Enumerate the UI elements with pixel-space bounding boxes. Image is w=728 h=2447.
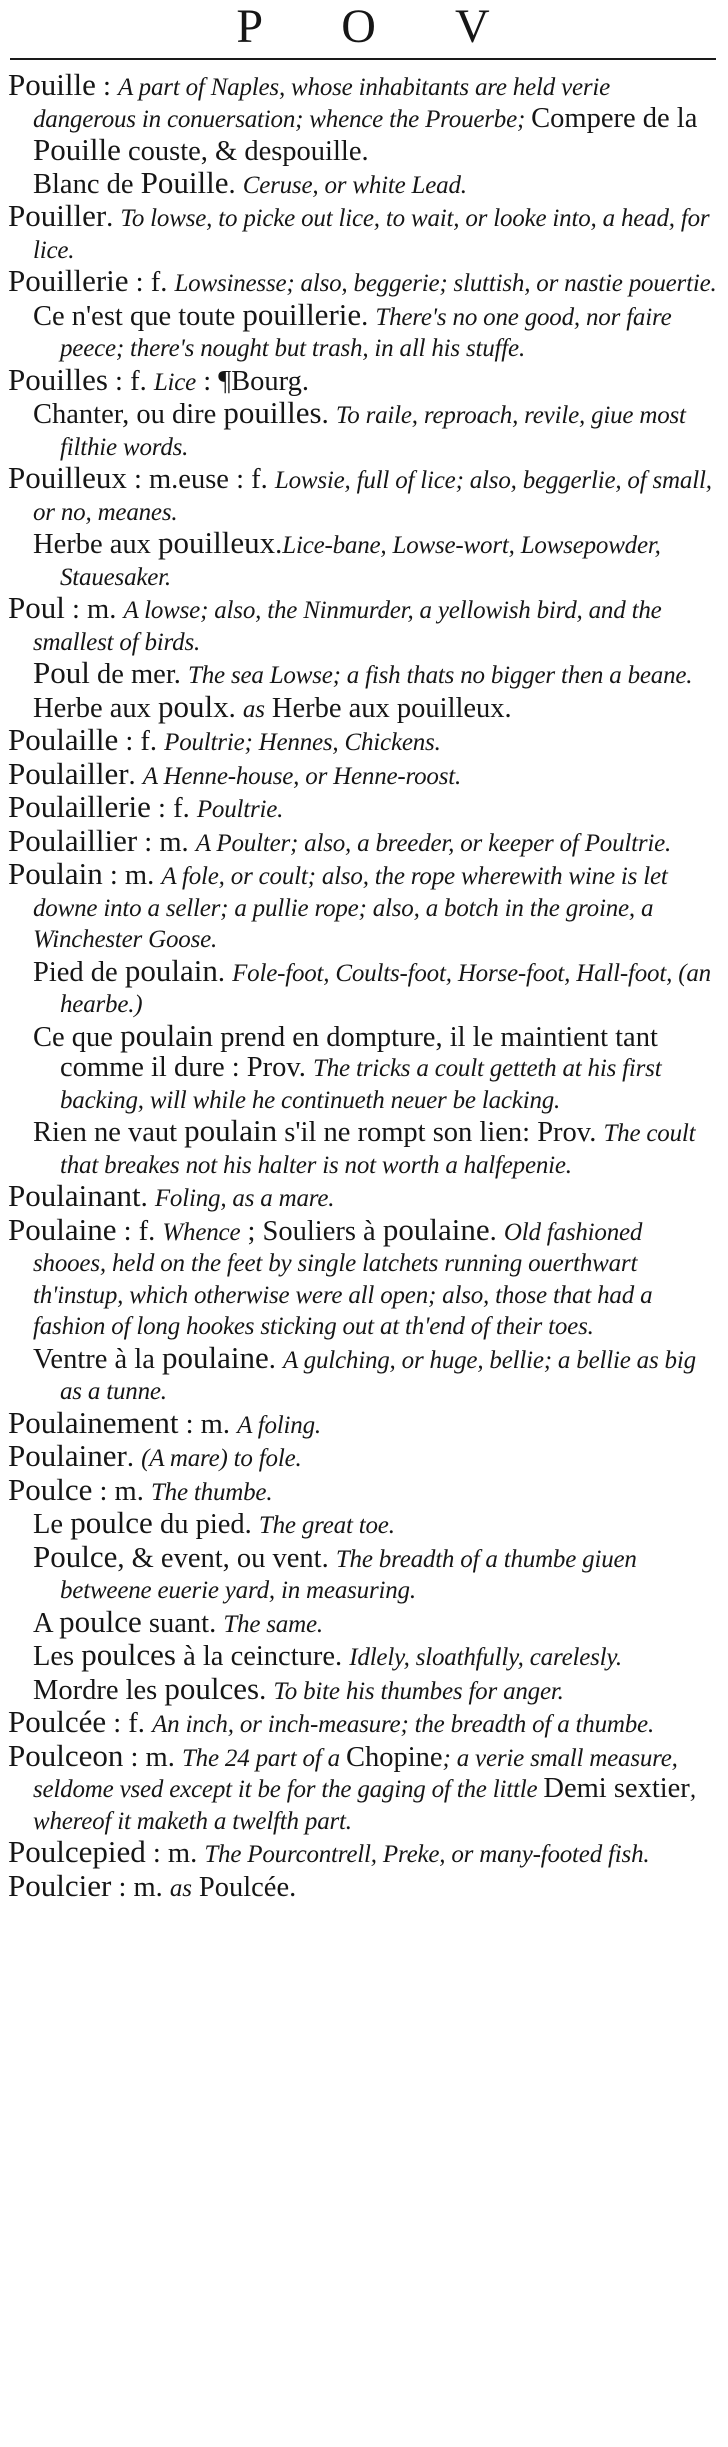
entry-text: Le	[33, 1509, 71, 1540]
entry-text: : ¶Bourg.	[196, 365, 310, 397]
header-rule	[10, 58, 716, 60]
entry-text: .	[228, 168, 243, 200]
dictionary-entry	[8, 822, 718, 860]
headword: Poulailler	[8, 755, 129, 791]
definition-text: (A mare) to fole.	[141, 1445, 302, 1472]
definition-text: The sea Lowse; a fish thats no bigger then a beane.	[188, 662, 693, 689]
entry-text: Compere de la	[531, 102, 698, 134]
entry-text: Ce que	[33, 1021, 121, 1053]
entry-text: .	[140, 1182, 155, 1213]
entry-text: : m.	[145, 1838, 205, 1869]
entry-text: A	[33, 1607, 60, 1639]
headword: poulain	[120, 1017, 214, 1053]
headword: poulce	[70, 1505, 153, 1540]
headword: poulaine	[161, 1339, 269, 1375]
dictionary-subentry	[8, 525, 718, 593]
headword: Pouille	[140, 164, 229, 200]
entry-text: .	[268, 1343, 283, 1375]
dictionary-entry	[8, 67, 718, 168]
entry-text: de mer.	[89, 659, 188, 690]
headword: poulaine	[382, 1211, 490, 1247]
headword: Pouille	[8, 67, 96, 102]
headword: Pouilleux	[8, 460, 127, 495]
entry-text: ; Souliers à	[240, 1215, 383, 1247]
definition-text: The same.	[223, 1610, 323, 1638]
headword: Pouiller	[8, 198, 107, 233]
definition-text: The coult that breakes not his halter is not worth a halfepenie.	[60, 1120, 696, 1179]
definition-text: The great toe.	[258, 1512, 395, 1539]
entry-text: : f.	[128, 267, 175, 298]
headword: Poulceon	[8, 1737, 124, 1773]
headword: Pouilles	[8, 361, 108, 397]
headword: Poulainant	[8, 1178, 141, 1213]
entry-text: .	[217, 956, 233, 988]
entry-text: : f.	[150, 793, 197, 824]
headword: Poulain	[8, 856, 103, 891]
entry-text: Blanc de	[33, 168, 141, 200]
entry-list	[8, 67, 718, 1904]
definition-text: ; a verie small measure, seldome vsed except it be for the gaging of the little	[33, 1744, 678, 1803]
dictionary-subentry	[8, 1113, 718, 1181]
entry-text: : m.	[123, 1741, 182, 1773]
headword: Pouille	[33, 132, 121, 167]
headword: Poulce	[33, 1538, 118, 1574]
definition-text: A foling.	[237, 1411, 321, 1439]
dictionary-entry	[8, 460, 718, 528]
entry-text: .	[228, 692, 243, 724]
entry-text: Rien ne vaut	[33, 1117, 185, 1148]
dictionary-entry	[8, 198, 718, 266]
entry-text: : f.	[118, 726, 165, 757]
headword: pouillerie	[242, 296, 362, 332]
entry-text: : m.	[111, 1871, 170, 1903]
headword: Poulce	[8, 1471, 93, 1507]
entry-text: .	[106, 202, 121, 233]
headword: Poulcier	[8, 1867, 112, 1903]
entry-text: .	[126, 1442, 142, 1473]
definition-text: Whence	[162, 1218, 241, 1246]
definition-text: The thumbe.	[150, 1478, 273, 1506]
dictionary-entry	[8, 361, 718, 399]
entry-text: : m.	[64, 594, 124, 625]
dictionary-entry	[8, 1867, 718, 1905]
running-head: P O V	[236, 0, 524, 53]
entry-text: .	[275, 529, 283, 560]
definition-text: Old fashioned shooes, held on the feet by single latchets running ouerthwart th'instup, which otherwise were all open; also, those that had a fashion of long hookes sticking out at th'end of their toes.	[33, 1218, 653, 1340]
headword: poulain	[124, 952, 218, 988]
definition-text: Lowsinesse; also, beggerie; sluttish, or nastie pouertie.	[174, 270, 717, 297]
definition-text: A Henne-house, or Henne-roost.	[142, 762, 462, 790]
entry-text: prend en dompture, il le maintient tant comme il dure : Prov.	[60, 1021, 658, 1083]
dictionary-subentry	[8, 1505, 718, 1542]
entry-text: , & event, ou vent.	[117, 1542, 336, 1574]
headword: Poul	[8, 590, 65, 625]
headword: Poulaille	[8, 722, 119, 757]
definition-text: A fole, or coult; also, the rope wherewith wine is let downe into a seller; a pullie rope; also, a botch in the groine, a Winchester Goose.	[33, 863, 668, 953]
definition-text: The 24 part of a	[181, 1744, 346, 1772]
headword: pouilles	[223, 395, 322, 430]
entry-text: Pied de	[33, 956, 125, 988]
entry-text: : m.	[92, 1475, 151, 1507]
dictionary-subentry	[8, 952, 718, 1021]
entry-text: Ce n'est que toute	[33, 300, 243, 332]
dictionary-entry	[8, 722, 718, 759]
dictionary-subentry	[8, 1637, 718, 1674]
entry-text: suant.	[141, 1607, 224, 1639]
entry-text: Chanter, ou dire	[33, 399, 224, 430]
dictionary-entry	[8, 1834, 718, 1871]
definition-text: as	[169, 1874, 192, 1902]
definition-text: The breadth of a thumbe giuen betweene euerie yard, in measuring.	[60, 1545, 637, 1604]
entry-text: : m.	[102, 860, 162, 891]
entry-text: : f.	[116, 1215, 163, 1247]
entry-text: : f.	[107, 365, 154, 397]
headword: Poulaine	[8, 1211, 117, 1247]
entry-text: Herbe aux	[33, 692, 159, 724]
entry-text: : m.	[137, 826, 196, 858]
dictionary-subentry	[8, 164, 718, 202]
dictionary-subentry	[8, 1538, 718, 1607]
dictionary-entry	[8, 789, 718, 826]
dictionary-subentry	[8, 1603, 718, 1641]
entry-text: :	[95, 71, 119, 102]
definition-text: To lowse, to picke out lice, to wait, or looke into, a head, for lice.	[33, 205, 710, 264]
entry-text: .	[128, 759, 143, 791]
headword: Poulcepied	[8, 1834, 146, 1869]
dictionary-subentry	[8, 688, 718, 726]
headword: pouilleux	[158, 525, 276, 560]
definition-text: To bite his thumbes for anger.	[273, 1677, 564, 1705]
headword: poulces	[164, 1670, 260, 1706]
entry-text: : m.	[178, 1408, 238, 1440]
headword: Poulaillerie	[8, 789, 151, 824]
headword: poulce	[59, 1603, 142, 1639]
definition-text: There's no one good, nor faire peece; there's nought but trash, in all his stuffe.	[60, 303, 672, 362]
entry-text: Poulcée.	[191, 1871, 297, 1903]
dictionary-subentry	[8, 655, 718, 692]
headword: Poul	[33, 655, 90, 690]
entry-text: Mordre les	[33, 1674, 165, 1706]
definition-text: as	[242, 695, 265, 723]
dictionary-entry	[8, 1704, 718, 1741]
definition-text: The tricks a coult getteth at his first backing, will while he continueth neuer be lacking.	[60, 1055, 662, 1114]
entry-text: couste, & despouille.	[120, 136, 369, 167]
definition-text: The Pourcontrell, Preke, or many-footed fish.	[204, 1841, 650, 1868]
dictionary-subentry	[8, 1670, 718, 1708]
definition-text: Idlely, sloathfully, carelesly.	[349, 1644, 622, 1671]
entry-text: .	[361, 300, 376, 332]
entry-text: : f.	[106, 1708, 153, 1739]
dictionary-entry	[8, 1737, 718, 1838]
definition-text: Foling, as a mare.	[154, 1185, 335, 1212]
dictionary-subentry	[8, 1339, 718, 1408]
headword: Poulainer	[8, 1438, 127, 1473]
definition-text: An inch, or inch-measure; the breadth of a thumbe.	[152, 1711, 655, 1738]
definition-text: To raile, reproach, revile, giue most filthie words.	[60, 402, 686, 461]
entry-text: : m.euse : f.	[126, 464, 275, 495]
dictionary-entry	[8, 1211, 718, 1343]
definition-text: A part of Naples, whose inhabitants are held verie dangerous in conuersation; whence the Prouerbe;	[33, 74, 611, 133]
dictionary-entry	[8, 1471, 718, 1509]
definition-text: A Poulter; also, a breeder, or keeper of Poultrie.	[195, 829, 672, 857]
definition-text: Lice-bane, Lowse-wort, Lowsepowder, Stauesaker.	[60, 532, 661, 591]
dictionary-entry	[8, 263, 718, 300]
entry-text: .	[259, 1674, 274, 1706]
entry-text: à la ceincture.	[175, 1641, 350, 1672]
entry-text: Demi sextier	[543, 1773, 690, 1804]
definition-text: , whereof it maketh a twelfth part.	[33, 1776, 696, 1835]
entry-text: .	[489, 1215, 504, 1247]
definition-text: Lowsie, full of lice; also, beggerlie, of small, or no, meanes.	[33, 467, 712, 526]
headword: poulces	[81, 1637, 176, 1672]
headword: Poulcée	[8, 1704, 107, 1739]
entry-text: .	[321, 399, 336, 430]
entry-text: Chopine	[345, 1741, 443, 1773]
dictionary-entry	[8, 755, 718, 793]
definition-text: A lowse; also, the Ninmurder, a yellowish bird, and the smallest of birds.	[33, 597, 662, 656]
dictionary-subentry	[8, 1017, 718, 1117]
definition-text: Ceruse, or white Lead.	[242, 171, 467, 199]
dictionary-entry	[8, 590, 718, 658]
headword: Pouillerie	[8, 263, 129, 298]
entry-text: du pied.	[152, 1509, 259, 1540]
dictionary-subentry	[8, 296, 718, 365]
headword: Poulainement	[8, 1404, 179, 1440]
entry-text: Herbe aux pouilleux.	[264, 692, 512, 724]
headword: Poulaillier	[8, 822, 138, 858]
dictionary-entry	[8, 1178, 718, 1215]
definition-text: Poultrie; Hennes, Chickens.	[164, 729, 441, 756]
definition-text: A gulching, or huge, bellie; a bellie as big as a tunne.	[60, 1346, 696, 1405]
dictionary-entry	[8, 856, 718, 956]
entry-text: s'il ne rompt son lien: Prov.	[277, 1117, 604, 1148]
headword: poulain	[184, 1113, 278, 1148]
entry-text: Ventre à la	[33, 1343, 162, 1375]
dictionary-subentry	[8, 395, 718, 463]
definition-text: Lice	[153, 368, 197, 396]
definition-text: Poultrie.	[196, 796, 284, 823]
definition-text: Fole-foot, Coults-foot, Horse-foot, Hall-foot, (an hearbe.)	[60, 959, 711, 1018]
entry-text: Herbe aux	[33, 529, 159, 560]
dictionary-entry	[8, 1438, 718, 1475]
dictionary-entry	[8, 1404, 718, 1442]
headword: poulx	[158, 688, 229, 724]
entry-text: Les	[33, 1641, 82, 1672]
